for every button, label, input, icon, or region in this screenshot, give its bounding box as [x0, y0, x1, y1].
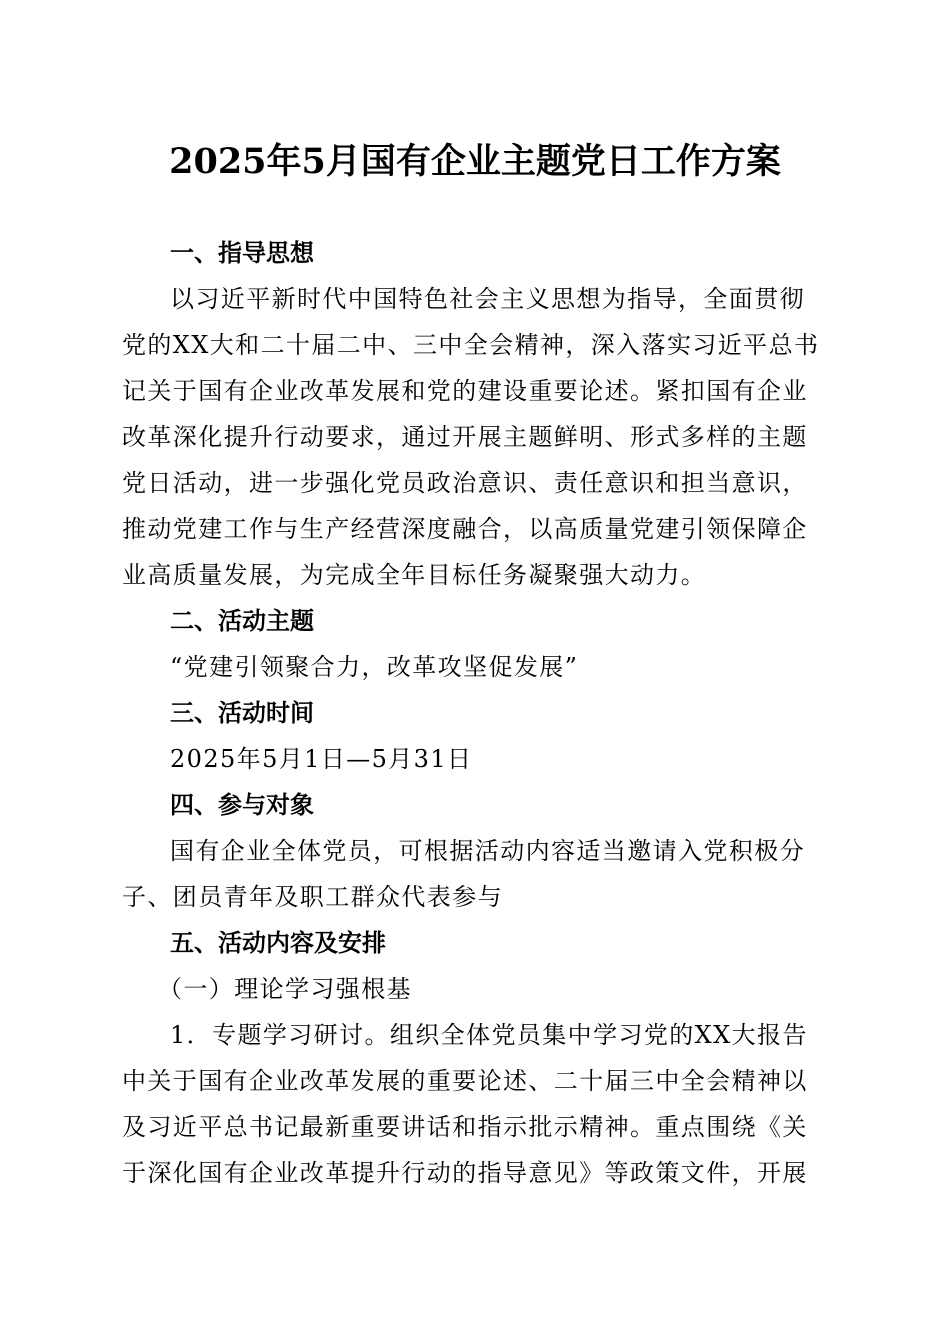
- section-heading-guiding-ideology: 一、指导思想: [170, 239, 314, 267]
- section-heading-content-arrangement: 五、活动内容及安排: [170, 929, 386, 957]
- paragraph-line: 改革深化提升行动要求，通过开展主题鲜明、形式多样的主题: [122, 423, 808, 451]
- section-paragraph-topic-study: [122, 1012, 828, 1196]
- section-heading-activity-time: 三、活动时间: [170, 699, 314, 727]
- document-title: 2025年5月国有企业主题党日工作方案: [169, 141, 781, 182]
- paragraph-line: 1．专题学习研讨。组织全体党员集中学习党的XX大报告: [170, 1021, 808, 1049]
- activity-time-text: 2025年5月1日—5月31日: [170, 745, 473, 773]
- paragraph-line: 党的XX大和二十届二中、三中全会精神，深入落实习近平总书: [122, 331, 820, 359]
- section-heading-participants: 四、参与对象: [170, 791, 314, 819]
- paragraph-line: 推动党建工作与生产经营深度融合，以高质量党建引领保障企: [122, 515, 808, 543]
- paragraph-line: 于深化国有企业改革提升行动的指导意见》等政策文件，开展: [122, 1159, 808, 1187]
- subsection-heading-theory-study: （一）理论学习强根基: [158, 975, 412, 1003]
- paragraph-line: 记关于国有企业改革发展和党的建设重要论述。紧扣国有企业: [122, 377, 808, 405]
- section-paragraph-guiding-ideology: [122, 276, 828, 598]
- activity-theme-text: “党建引领聚合力，改革攻坚促发展”: [170, 653, 579, 681]
- section-paragraph-participants: [122, 828, 828, 920]
- paragraph-line: 子、团员青年及职工群众代表参与: [122, 883, 503, 911]
- document-body: [122, 230, 828, 1196]
- paragraph-line: 业高质量发展，为完成全年目标任务凝聚强大动力。: [122, 561, 707, 589]
- paragraph-line: 及习近平总书记最新重要讲话和指示批示精神。重点围绕《关: [122, 1113, 808, 1141]
- section-heading-activity-theme: 二、活动主题: [170, 607, 314, 635]
- paragraph-line: 国有企业全体党员，可根据活动内容适当邀请入党积极分: [170, 837, 805, 865]
- paragraph-line: 党日活动，进一步强化党员政治意识、责任意识和担当意识，: [122, 469, 808, 497]
- paragraph-line: 以习近平新时代中国特色社会主义思想为指导，全面贯彻: [170, 285, 805, 313]
- paragraph-line: 中关于国有企业改革发展的重要论述、二十届三中全会精神以: [122, 1067, 808, 1095]
